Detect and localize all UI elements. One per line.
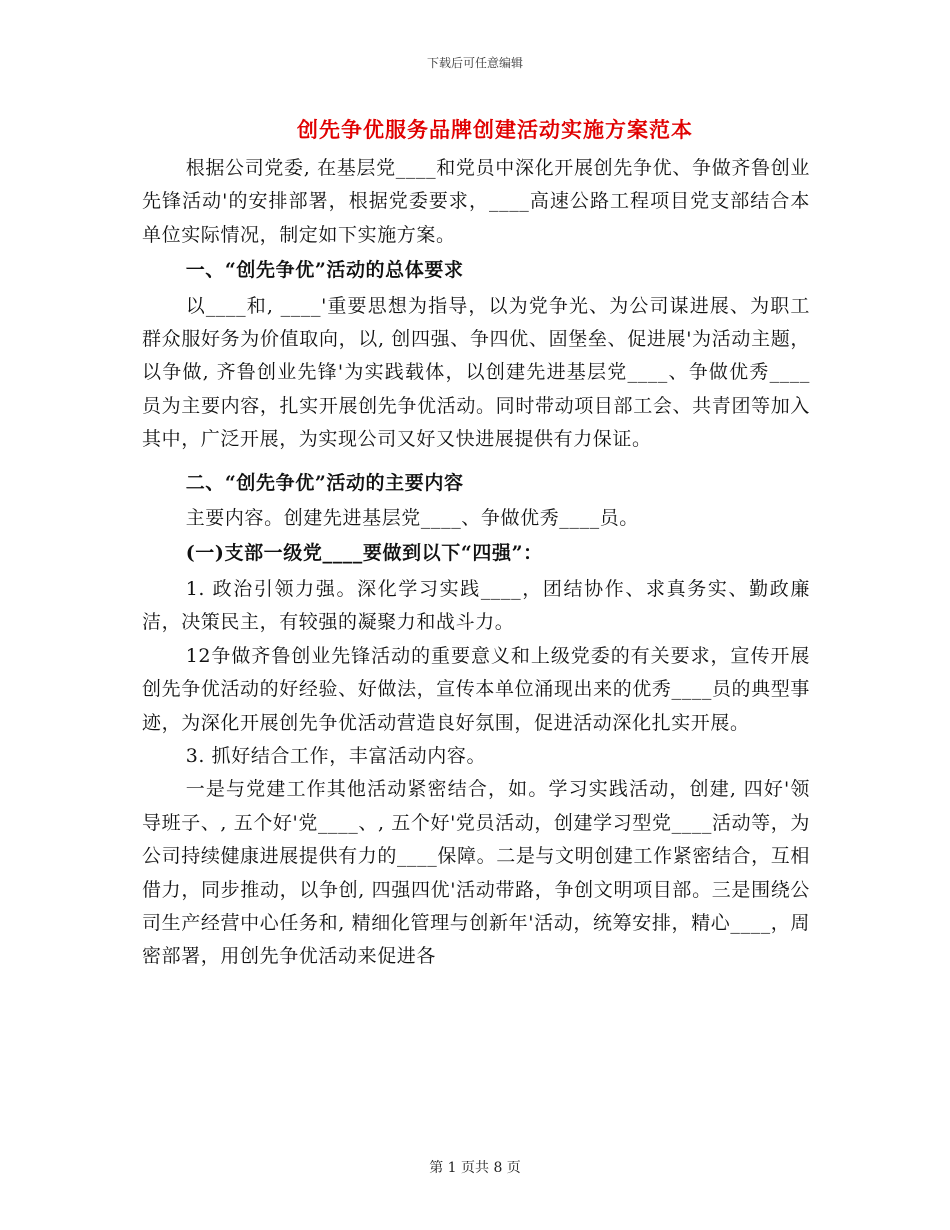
paragraph-intro: 根据公司党委, 在基层党____和党员中深化开展创先争优、争做齐鲁创业先锋活动'的安排部署，根据党委要求，____高速公路工程项目党支部结合本单位实际情况，制定如下实施方案。 [142, 157, 810, 246]
paragraph-integration: 一是与党建工作其他活动紧密结合，如。学习实践活动，创建, 四好'领导班子、, 五个好'党____、, 五个好'党员活动，创建学习型党____活动等，为公司持续健康进展提供有力的____保障。二是与文明创建工作紧密结合，互相借力，同步推动，以争创, 四强四优'活动带路，争创文明项目部。三是围绕公司生产经营中心任务和, 精细化管理与创新年'活动，统筹安排，精心____，周密部署，用创先争优活动来促进各 [142, 778, 810, 968]
paragraph-main-content: 主要内容。创建先进基层党____、争做优秀____员。 [185, 507, 639, 530]
document-body [142, 152, 810, 974]
paragraph-item-2: 12争做齐鲁创业先锋活动的重要意义和上级党委的有关要求，宣传开展创先争优活动的好经验、好做法，宣传本单位涌现出来的优秀____员的典型事迹，为深化开展创先争优活动营造良好氛围，促进活动深化扎实开展。 [142, 644, 810, 734]
section-heading-2: 二、“创先争优”活动的主要内容 [185, 471, 464, 494]
paragraph-item-3: 3. 抓好结合工作，丰富活动内容。 [185, 744, 487, 767]
page-number: 第 1 页共 8 页 [429, 1160, 521, 1176]
paragraph-item-1: 1. 政治引领力强。深化学习实践____，团结协作、求真务实、勤政廉洁，决策民主，有较强的凝聚力和战斗力。 [142, 577, 810, 634]
section-heading-1: 一、“创先争优”活动的总体要求 [185, 259, 464, 282]
document-title: 创先争优服务品牌创建活动实施方案范本 [297, 117, 693, 142]
paragraph-general-requirements: 以____和, ____'重要思想为指导，以为党争光、为公司谋进展、为职工群众服好务为价值取向，以, 创四强、争四优、固堡垒、促进展'为活动主题，以争做, 齐鲁创业先锋'为实践载体，以创建先进基层党____、争做优秀____员为主要内容，扎实开展创先争优活动。同时带动项目部工会、共青团等加入其中，广泛开展，为实现公司又好又快进展提供有力保证。 [142, 294, 810, 451]
header-note: 下载后可任意编辑 [426, 56, 523, 70]
subsection-heading-four-strengths: (一)支部一级党____要做到以下“四强”： [185, 542, 543, 565]
